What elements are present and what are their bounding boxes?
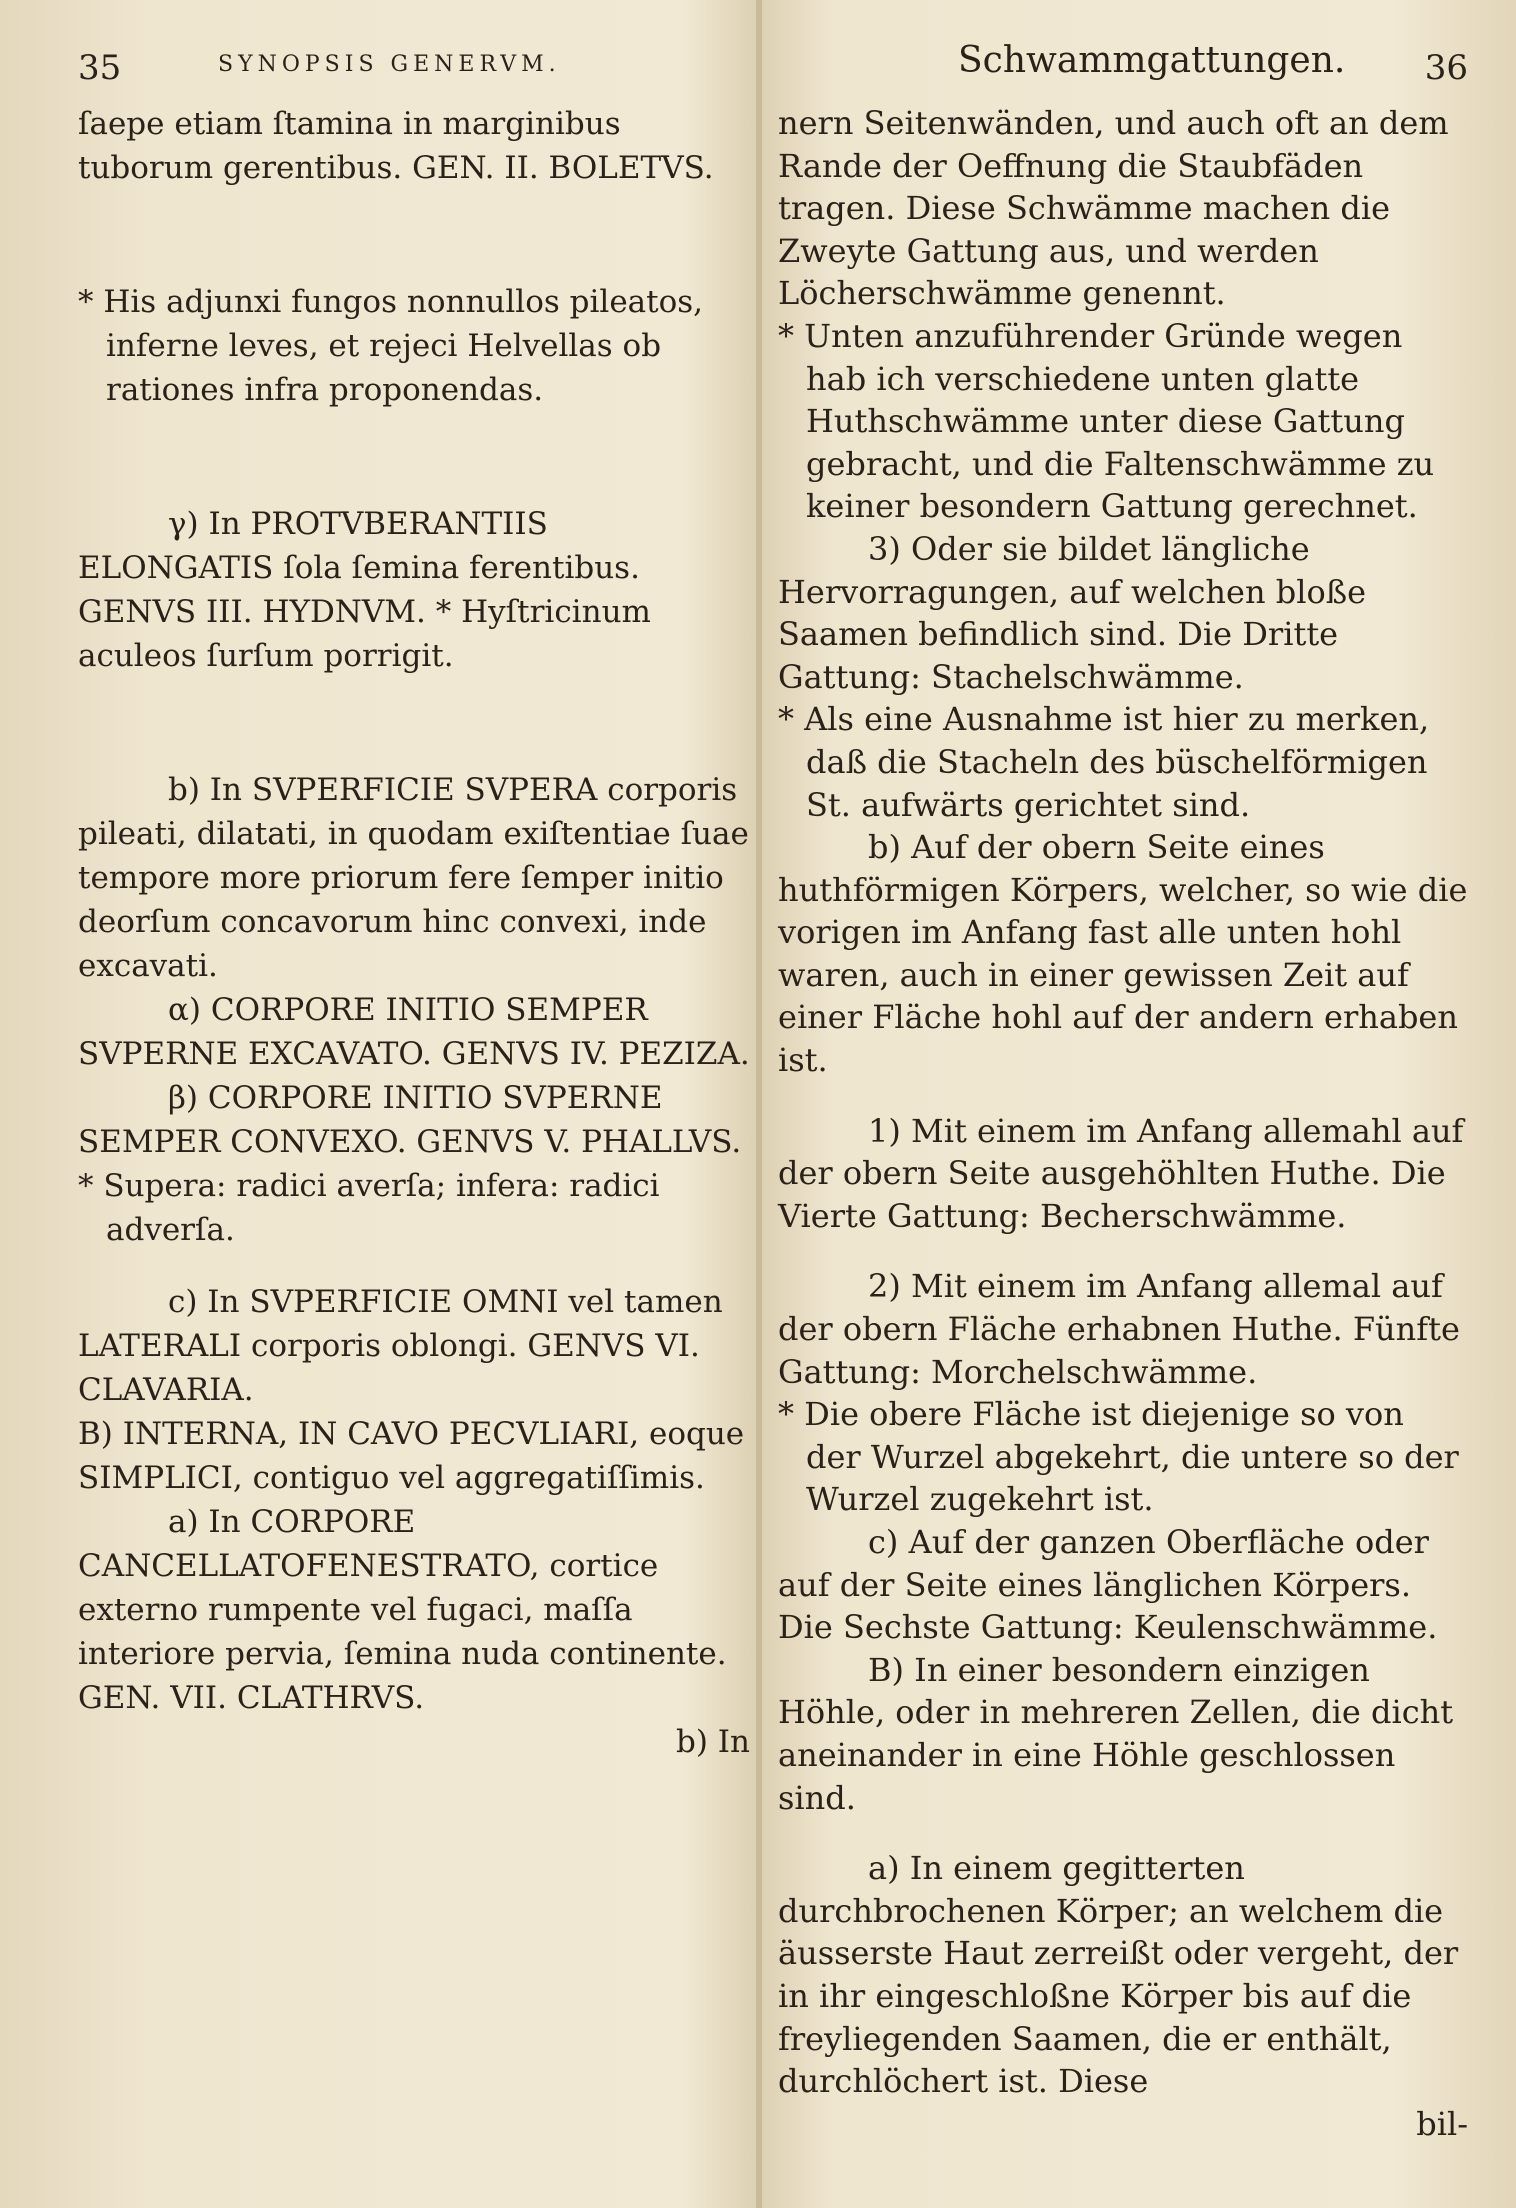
paragraph: b) In SVPERFICIE SVPERA corporis pileati, dilatati, in quodam exiſtentiae ſuae tempore more priorum fere ſemper initio deorſum concavorum hinc convexi, inde excavati. bbox=[78, 772, 749, 984]
spacer bbox=[78, 1252, 750, 1280]
right-body bbox=[778, 102, 1468, 2145]
footnote: * Unten anzuführender Gründe wegen hab ich verschiedene unten glatte Huthschwämme unter diese Gattung gebracht, und die Faltenschwämme zu keiner besondern Gattung gerechnet. bbox=[778, 316, 1435, 526]
left-page bbox=[78, 40, 750, 1764]
left-header bbox=[78, 40, 750, 102]
paragraph: 1) Mit einem im Anfang allemahl auf der obern Seite ausgehöhlten Huthe. Die Vierte Gattung: Becherschwämme. bbox=[778, 1111, 1464, 1235]
footnote: * Supera: radici averſa; infera: radici adverſa. bbox=[78, 1168, 660, 1248]
paragraph: bil- bbox=[1416, 2104, 1468, 2143]
spacer bbox=[78, 678, 750, 768]
paragraph: α) CORPORE INITIO SEMPER SVPERNE EXCAVATO. GENVS IV. PEZIZA. bbox=[78, 992, 750, 1072]
right-header bbox=[778, 40, 1468, 102]
paragraph: c) Auf der ganzen Oberfläche oder auf der Seite eines länglichen Körpers. Die Sechste Gattung: Keulenschwämme. bbox=[778, 1523, 1438, 1647]
footnote: * Die obere Fläche ist diejenige so von der Wurzel abgekehrt, die untere so der Wurzel zugekehrt ist. bbox=[778, 1395, 1459, 1519]
left-running-head: SYNOPSIS GENERVM. bbox=[218, 52, 561, 77]
paragraph: a) In CORPORE CANCELLATOFENESTRATO, cortice externo rumpente vel fugaci, maſſa interiore pervia, ſemina nuda continente. GEN. VII. CLATHRVS. bbox=[78, 1504, 727, 1716]
gutter bbox=[756, 0, 762, 2208]
paragraph: b) In bbox=[675, 1724, 750, 1760]
paragraph: ſaepe etiam ſtamina in marginibus tuborum gerentibus. GEN. II. BOLETVS. bbox=[78, 106, 714, 186]
paragraph: B) In einer besondern einzigen Höhle, oder in mehreren Zellen, die dicht aneinander in eine Höhle geschlossen sind. bbox=[778, 1650, 1454, 1817]
left-page-number: 35 bbox=[78, 48, 122, 88]
paragraph: a) In einem gegitterten durchbrochenen Körper; an welchem die äusserste Haut zerreißt oder vergeht, der in ihr eingeschloßne Körper bis auf die freyliegenden Saamen, die er enthält, durchlöchert ist. Diese bbox=[778, 1849, 1459, 2101]
footnote: * Als eine Ausnahme ist hier zu merken, daß die Stacheln des büschelförmigen St. aufwärts gerichtet sind. bbox=[778, 700, 1430, 824]
paragraph: b) Auf der obern Seite eines huthförmigen Körpers, welcher, so wie die vorigen im Anfang fast alle unten hohl waren, auch in einer gewissen Zeit auf einer Fläche hohl auf der andern erhaben ist. bbox=[778, 828, 1468, 1080]
left-body bbox=[78, 102, 750, 1764]
right-page-number: 36 bbox=[1424, 48, 1468, 88]
right-running-head: Schwammgattungen. bbox=[958, 40, 1346, 81]
paragraph: 2) Mit einem im Anfang allemal auf der obern Fläche erhabnen Huthe. Fünfte Gattung: Morchelschwämme. bbox=[778, 1267, 1460, 1391]
paragraph: c) In SVPERFICIE OMNI vel tamen LATERALI corporis oblongi. GENVS VI. CLAVARIA. bbox=[78, 1284, 723, 1408]
paragraph: γ) In PROTVBERANTIIS ELONGATIS ſola ſemina ferentibus. GENVS III. HYDNVM. * Hyſtricinum aculeos ſurſum porrigit. bbox=[78, 506, 651, 674]
paragraph: 3) Oder sie bildet längliche Hervorragungen, auf welchen bloße Saamen befindlich sind. Die Dritte Gattung: Stachelschwämme. bbox=[778, 529, 1367, 696]
right-page bbox=[778, 40, 1468, 2145]
footnote: * His adjunxi fungos nonnullos pileatos, inferne leves, et rejeci Helvellas ob rationes infra proponendas. bbox=[78, 284, 704, 408]
spacer bbox=[78, 412, 750, 502]
spacer bbox=[778, 1237, 1468, 1265]
paragraph: B) INTERNA, IN CAVO PECVLIARI, eoque SIMPLICI, contiguo vel aggregatiſſimis. bbox=[78, 1416, 745, 1496]
spacer bbox=[78, 190, 750, 280]
paragraph: β) CORPORE INITIO SVPERNE SEMPER CONVEXO. GENVS V. PHALLVS. bbox=[78, 1080, 742, 1160]
spacer bbox=[778, 1082, 1468, 1110]
paragraph: nern Seitenwänden, und auch oft an dem Rande der Oeffnung die Staubfäden tragen. Diese Schwämme machen die Zweyte Gattung aus, und werden Löcherschwämme genennt. bbox=[778, 104, 1449, 313]
spacer bbox=[778, 1819, 1468, 1847]
